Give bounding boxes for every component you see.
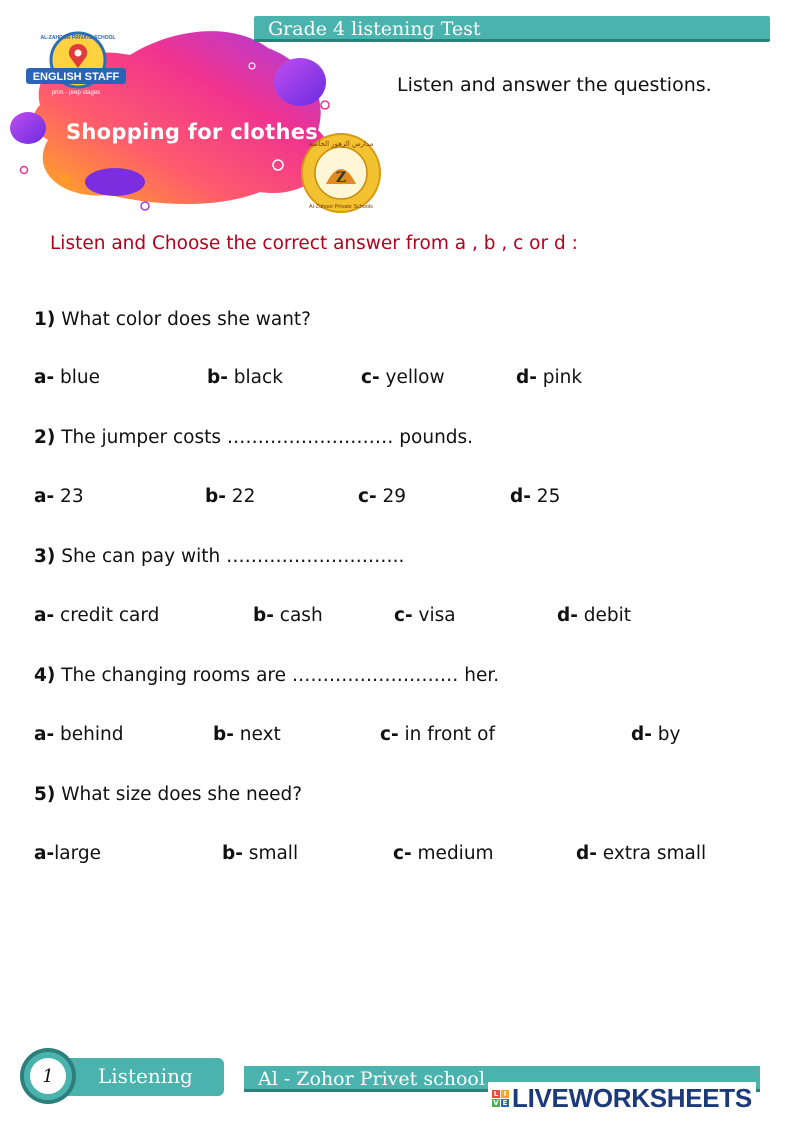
section-instruction: Listen and Choose the correct answer from a , b , c or d : xyxy=(50,233,578,254)
option-2d[interactable]: d- 25 xyxy=(510,486,561,507)
english-staff-logo xyxy=(20,30,132,100)
question-number: 3) xyxy=(34,546,56,567)
test-title-bar: Grade 4 listening Test xyxy=(254,16,770,42)
option-3a[interactable]: a- credit card xyxy=(34,605,160,626)
option-1c[interactable]: c- yellow xyxy=(361,367,445,388)
option-2c[interactable]: c- 29 xyxy=(358,486,407,507)
question-1 xyxy=(34,309,311,330)
option-2a[interactable]: a- 23 xyxy=(34,486,84,507)
seal-arabic-text: مدارس الزهور الخاصة xyxy=(308,140,374,148)
option-5d[interactable]: d- extra small xyxy=(576,843,707,864)
question-text: She can pay with ……………………….. xyxy=(55,546,405,567)
option-4d[interactable]: d- by xyxy=(631,724,681,745)
worksheet-title: Shopping for clothes xyxy=(66,120,319,144)
option-4c[interactable]: c- in front of xyxy=(380,724,496,745)
question-2 xyxy=(34,427,473,448)
page-number: 1 xyxy=(24,1052,72,1100)
question-number: 2) xyxy=(34,427,56,448)
option-3b[interactable]: b- cash xyxy=(253,605,323,626)
question-text: What color does she want? xyxy=(55,309,311,330)
question-number: 1) xyxy=(34,309,56,330)
option-5a[interactable]: a-large xyxy=(34,843,102,864)
footer-school-bar: Al - Zohor Privet school xyxy=(244,1066,760,1092)
option-4a[interactable]: a- behind xyxy=(34,724,124,745)
option-1d[interactable]: d- pink xyxy=(516,367,583,388)
question-number: 5) xyxy=(34,784,56,805)
logo-ring-text: AL-ZAHOOR PRIVATE SCHOOL xyxy=(40,35,116,41)
liveworksheets-brand[interactable] xyxy=(488,1082,756,1114)
option-1a[interactable]: a- blue xyxy=(34,367,101,388)
question-number: 4) xyxy=(34,665,56,686)
logo-sub-text: prim - prep stages xyxy=(51,90,101,96)
footer-listening-tab: Listening xyxy=(52,1058,224,1096)
option-3c[interactable]: c- visa xyxy=(394,605,456,626)
option-1b[interactable]: b- black xyxy=(207,367,283,388)
option-4b[interactable]: b- next xyxy=(213,724,281,745)
question-4 xyxy=(34,665,499,686)
question-text: The jumper costs ……………………… pounds. xyxy=(55,427,474,448)
question-3 xyxy=(34,546,404,567)
option-5c[interactable]: c- medium xyxy=(393,843,494,864)
option-3d[interactable]: d- debit xyxy=(557,605,632,626)
question-text: What size does she need? xyxy=(55,784,303,805)
liveworksheets-logo-icon: L I V E xyxy=(493,1089,508,1107)
question-text: The changing rooms are ……………………… her. xyxy=(55,665,500,686)
option-5b[interactable]: b- small xyxy=(222,843,299,864)
question-5 xyxy=(34,784,302,805)
school-seal-logo xyxy=(300,132,382,214)
logo-ribbon-text: ENGLISH STAFF xyxy=(32,71,120,83)
option-2b[interactable]: b- 22 xyxy=(205,486,256,507)
liveworksheets-text: LIVEWORKSHEETS xyxy=(512,1082,752,1113)
svg-text:Z: Z xyxy=(335,170,347,186)
seal-ring-text: Al-Zohoor Private Schools xyxy=(309,204,373,210)
instruction-text: Listen and answer the questions. xyxy=(397,74,712,96)
